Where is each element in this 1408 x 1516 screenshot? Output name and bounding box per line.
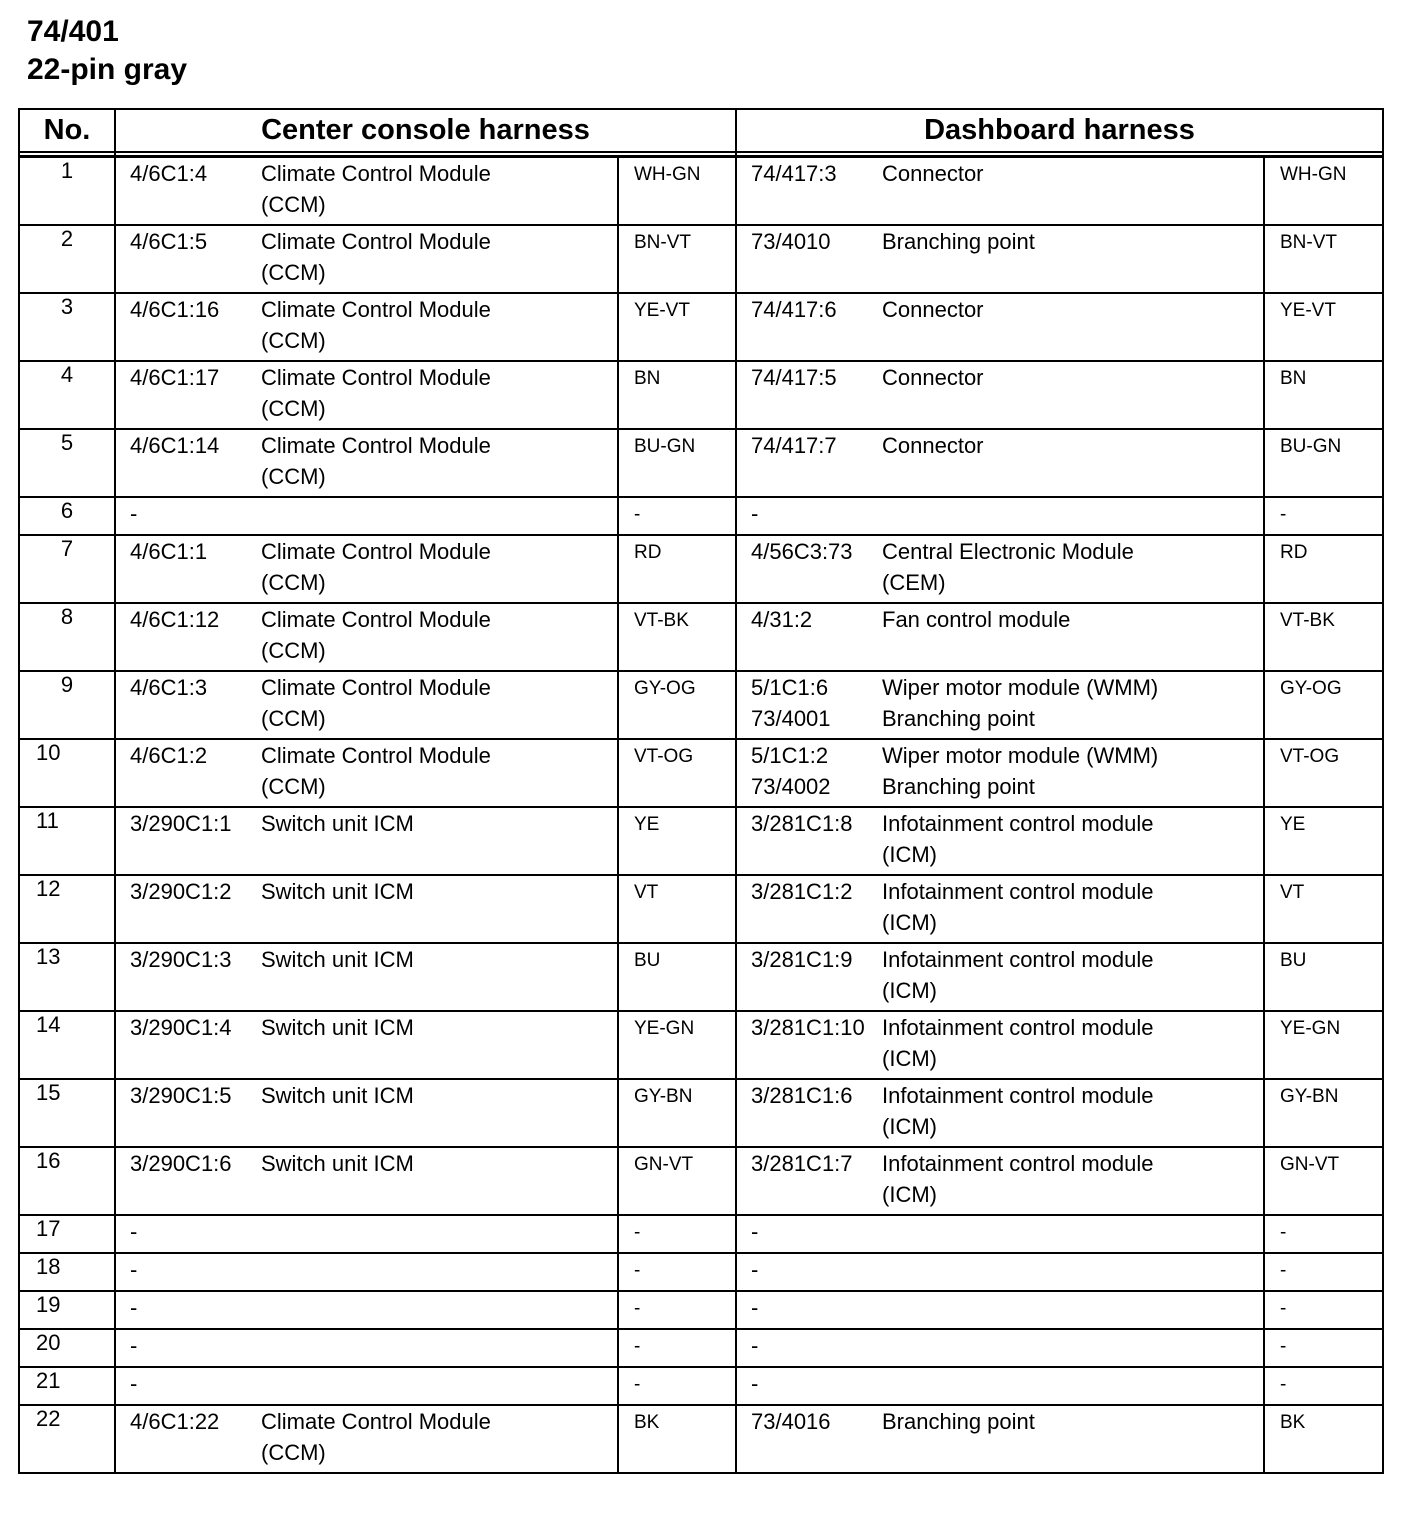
dashboard-pin-code (736, 1079, 878, 1147)
center-console-pin-code (115, 875, 257, 943)
table-row (19, 361, 1383, 429)
table-row (19, 1367, 1383, 1405)
dashboard-component-line: Infotainment control module (882, 1151, 1154, 1176)
table-row (19, 1405, 1383, 1473)
center-console-component-line: Switch unit ICM (261, 879, 414, 904)
dashboard-pin-code (736, 361, 878, 429)
dashboard-pin-code-line: 74/417:7 (751, 433, 837, 458)
center-console-pin-code-line: - (130, 1333, 138, 1358)
dashboard-component (878, 1011, 1264, 1079)
center-console-wire-color: BU (618, 943, 736, 1011)
center-console-component (257, 535, 618, 603)
center-console-pin-code-line: 4/6C1:12 (130, 607, 220, 632)
dashboard-component-line: Branching point (882, 229, 1035, 254)
center-console-component (257, 671, 618, 739)
center-console-pin-code-line: 4/6C1:5 (130, 229, 208, 254)
dashboard-pin-code-line: 5/1C1:6 (751, 675, 829, 700)
dashboard-component (878, 497, 1264, 535)
dashboard-wire-color: VT (1264, 875, 1383, 943)
center-console-component-line: Switch unit ICM (261, 1151, 414, 1176)
dashboard-pin-code-line: - (751, 1219, 759, 1244)
center-console-pin-code-line: 4/6C1:2 (130, 743, 208, 768)
center-console-component-line: Climate Control Module (261, 297, 491, 322)
pin-number: 1 (19, 157, 115, 226)
center-console-component (257, 739, 618, 807)
center-console-wire-color: BN (618, 361, 736, 429)
dashboard-component-line: Central Electronic Module (882, 539, 1134, 564)
dashboard-pin-code (736, 1329, 878, 1367)
center-console-pin-code (115, 1215, 257, 1253)
center-console-component (257, 157, 618, 226)
dashboard-wire-color: - (1264, 1215, 1383, 1253)
pin-number: 10 (19, 739, 115, 807)
table-row (19, 293, 1383, 361)
dashboard-pin-code (736, 1405, 878, 1473)
dashboard-pin-code-line: 3/281C1:6 (751, 1083, 853, 1108)
header-dashboard-harness: Dashboard harness (736, 109, 1383, 152)
center-console-component (257, 1253, 618, 1291)
dashboard-pin-code-line: 3/281C1:10 (751, 1015, 865, 1040)
center-console-pin-code-line: - (130, 1257, 138, 1282)
center-console-component (257, 225, 618, 293)
center-console-component (257, 1329, 618, 1367)
dashboard-pin-code (736, 1011, 878, 1079)
center-console-pin-code (115, 497, 257, 535)
pin-number: 14 (19, 1011, 115, 1079)
dashboard-pin-code-line: - (751, 1371, 759, 1396)
center-console-pin-code (115, 1079, 257, 1147)
center-console-component-line: Switch unit ICM (261, 811, 414, 836)
dashboard-pin-code-line: 4/56C3:73 (751, 539, 853, 564)
pin-number: 7 (19, 535, 115, 603)
dashboard-component-line: Infotainment control module (882, 1083, 1154, 1108)
pin-number: 21 (19, 1367, 115, 1405)
dashboard-component-line: Branching point (882, 706, 1035, 731)
dashboard-component-line: Wiper motor module (WMM) (882, 675, 1159, 700)
table-row (19, 497, 1383, 535)
pin-number: 20 (19, 1329, 115, 1367)
dashboard-component (878, 739, 1264, 807)
dashboard-component (878, 875, 1264, 943)
center-console-wire-color: - (618, 1253, 736, 1291)
center-console-component-line: (CCM) (261, 192, 326, 217)
dashboard-pin-code-line: 74/417:3 (751, 161, 837, 186)
dashboard-wire-color: VT-OG (1264, 739, 1383, 807)
table-row (19, 943, 1383, 1011)
pin-number: 3 (19, 293, 115, 361)
dashboard-wire-color: BN-VT (1264, 225, 1383, 293)
dashboard-component (878, 1147, 1264, 1215)
dashboard-component-line: Infotainment control module (882, 1015, 1154, 1040)
dashboard-pin-code-line: 3/281C1:9 (751, 947, 853, 972)
center-console-wire-color: BN-VT (618, 225, 736, 293)
dashboard-pin-code-line: 73/4002 (751, 774, 831, 799)
center-console-pin-code-line: 3/290C1:2 (130, 879, 232, 904)
dashboard-wire-color: - (1264, 497, 1383, 535)
dashboard-pin-code (736, 157, 878, 226)
center-console-component-line: Climate Control Module (261, 675, 491, 700)
center-console-pin-code (115, 671, 257, 739)
center-console-wire-color: GY-OG (618, 671, 736, 739)
center-console-component (257, 1405, 618, 1473)
table-row (19, 1011, 1383, 1079)
center-console-component (257, 1367, 618, 1405)
dashboard-wire-color: VT-BK (1264, 603, 1383, 671)
dashboard-wire-color: BK (1264, 1405, 1383, 1473)
table-row (19, 225, 1383, 293)
header-no: No. (19, 109, 115, 152)
dashboard-pin-code (736, 497, 878, 535)
center-console-component-line: Climate Control Module (261, 229, 491, 254)
dashboard-component (878, 1079, 1264, 1147)
dashboard-wire-color: - (1264, 1253, 1383, 1291)
dashboard-pin-code (736, 739, 878, 807)
dashboard-component-line: Infotainment control module (882, 811, 1154, 836)
center-console-wire-color: - (618, 1367, 736, 1405)
table-row (19, 671, 1383, 739)
dashboard-component (878, 1215, 1264, 1253)
center-console-component (257, 603, 618, 671)
center-console-component-line: (CCM) (261, 1440, 326, 1465)
center-console-wire-color: RD (618, 535, 736, 603)
center-console-wire-color: YE-VT (618, 293, 736, 361)
pin-number: 22 (19, 1405, 115, 1473)
dashboard-wire-color: - (1264, 1329, 1383, 1367)
pin-number: 17 (19, 1215, 115, 1253)
center-console-pin-code-line: - (130, 1219, 138, 1244)
dashboard-pin-code (736, 293, 878, 361)
table-row (19, 1329, 1383, 1367)
dashboard-component (878, 1291, 1264, 1329)
table-row (19, 429, 1383, 497)
center-console-wire-color: GY-BN (618, 1079, 736, 1147)
table-row (19, 535, 1383, 603)
dashboard-component-line: (ICM) (882, 1046, 937, 1071)
center-console-wire-color: BK (618, 1405, 736, 1473)
pin-number: 5 (19, 429, 115, 497)
dashboard-pin-code-line: 73/4001 (751, 706, 831, 731)
center-console-pin-code-line: 4/6C1:22 (130, 1409, 220, 1434)
center-console-component (257, 293, 618, 361)
dashboard-pin-code (736, 807, 878, 875)
dashboard-pin-code-line: 3/281C1:8 (751, 811, 853, 836)
center-console-wire-color: YE-GN (618, 1011, 736, 1079)
center-console-component-line: (CCM) (261, 260, 326, 285)
table-row (19, 603, 1383, 671)
center-console-component-line: Climate Control Module (261, 539, 491, 564)
dashboard-pin-code (736, 875, 878, 943)
center-console-component-line: (CCM) (261, 328, 326, 353)
center-console-wire-color: YE (618, 807, 736, 875)
pin-number: 11 (19, 807, 115, 875)
dashboard-wire-color: BN (1264, 361, 1383, 429)
center-console-pin-code-line: 3/290C1:1 (130, 811, 232, 836)
connector-description: 22-pin gray (27, 53, 188, 86)
center-console-wire-color: VT-OG (618, 739, 736, 807)
center-console-component (257, 1079, 618, 1147)
dashboard-component-line: Fan control module (882, 607, 1071, 632)
center-console-pin-code (115, 1367, 257, 1405)
dashboard-component-line: Wiper motor module (WMM) (882, 743, 1159, 768)
center-console-pin-code-line: 4/6C1:3 (130, 675, 208, 700)
center-console-pin-code-line: 4/6C1:16 (130, 297, 220, 322)
connector-id: 74/401 (27, 15, 119, 48)
pin-number: 16 (19, 1147, 115, 1215)
center-console-pin-code (115, 603, 257, 671)
center-console-pin-code (115, 1291, 257, 1329)
dashboard-pin-code (736, 429, 878, 497)
dashboard-pin-code-line: 74/417:5 (751, 365, 837, 390)
dashboard-pin-code (736, 225, 878, 293)
pin-number: 4 (19, 361, 115, 429)
center-console-pin-code (115, 1329, 257, 1367)
dashboard-component-line: (CEM) (882, 570, 946, 595)
dashboard-pin-code-line: 5/1C1:2 (751, 743, 829, 768)
dashboard-component (878, 225, 1264, 293)
center-console-component-line: Climate Control Module (261, 607, 491, 632)
center-console-component-line: Climate Control Module (261, 161, 491, 186)
table-row (19, 1291, 1383, 1329)
center-console-pin-code-line: - (130, 501, 138, 526)
dashboard-component (878, 1329, 1264, 1367)
pin-number: 9 (19, 671, 115, 739)
center-console-component-line: (CCM) (261, 774, 326, 799)
dashboard-wire-color: YE-VT (1264, 293, 1383, 361)
center-console-pin-code-line: 4/6C1:1 (130, 539, 208, 564)
dashboard-wire-color: WH-GN (1264, 157, 1383, 226)
dashboard-pin-code-line: 74/417:6 (751, 297, 837, 322)
center-console-wire-color: - (618, 1215, 736, 1253)
dashboard-pin-code-line: - (751, 1295, 759, 1320)
dashboard-pin-code-line: 3/281C1:2 (751, 879, 853, 904)
dashboard-component (878, 1253, 1264, 1291)
center-console-pin-code (115, 225, 257, 293)
dashboard-pin-code (736, 1291, 878, 1329)
table-row (19, 875, 1383, 943)
pinout-table (18, 108, 1384, 1474)
dashboard-pin-code-line: - (751, 1257, 759, 1282)
center-console-pin-code (115, 1405, 257, 1473)
dashboard-component-line: Branching point (882, 774, 1035, 799)
pin-number: 13 (19, 943, 115, 1011)
table-row (19, 807, 1383, 875)
pin-number: 15 (19, 1079, 115, 1147)
table-header-row (19, 109, 1383, 152)
dashboard-component (878, 1367, 1264, 1405)
dashboard-wire-color: GY-OG (1264, 671, 1383, 739)
center-console-component-line: Switch unit ICM (261, 1083, 414, 1108)
center-console-pin-code (115, 1011, 257, 1079)
dashboard-pin-code (736, 535, 878, 603)
center-console-pin-code-line: 3/290C1:4 (130, 1015, 232, 1040)
center-console-component (257, 807, 618, 875)
dashboard-component-line: (ICM) (882, 1114, 937, 1139)
dashboard-pin-code-line: - (751, 501, 759, 526)
center-console-wire-color: VT (618, 875, 736, 943)
center-console-pin-code (115, 807, 257, 875)
table-row (19, 1079, 1383, 1147)
center-console-component (257, 1147, 618, 1215)
dashboard-wire-color: BU-GN (1264, 429, 1383, 497)
dashboard-component (878, 429, 1264, 497)
dashboard-pin-code (736, 1253, 878, 1291)
center-console-pin-code-line: 4/6C1:14 (130, 433, 220, 458)
dashboard-wire-color: RD (1264, 535, 1383, 603)
center-console-component (257, 1291, 618, 1329)
table-row (19, 1147, 1383, 1215)
dashboard-wire-color: YE-GN (1264, 1011, 1383, 1079)
dashboard-pin-code-line: 73/4016 (751, 1409, 831, 1434)
center-console-pin-code (115, 361, 257, 429)
dashboard-component (878, 671, 1264, 739)
center-console-pin-code-line: 3/290C1:6 (130, 1151, 232, 1176)
center-console-pin-code (115, 739, 257, 807)
dashboard-component (878, 603, 1264, 671)
center-console-wire-color: - (618, 497, 736, 535)
dashboard-pin-code (736, 1367, 878, 1405)
dashboard-wire-color: - (1264, 1367, 1383, 1405)
center-console-pin-code-line: - (130, 1371, 138, 1396)
center-console-component (257, 943, 618, 1011)
center-console-component-line: (CCM) (261, 706, 326, 731)
center-console-wire-color: - (618, 1329, 736, 1367)
dashboard-component-line: (ICM) (882, 910, 937, 935)
center-console-pin-code-line: - (130, 1295, 138, 1320)
center-console-component-line: (CCM) (261, 570, 326, 595)
dashboard-component (878, 361, 1264, 429)
header-center-console-harness: Center console harness (115, 109, 736, 152)
center-console-pin-code (115, 293, 257, 361)
dashboard-wire-color: GY-BN (1264, 1079, 1383, 1147)
pin-number: 18 (19, 1253, 115, 1291)
dashboard-component-line: Branching point (882, 1409, 1035, 1434)
center-console-component (257, 1011, 618, 1079)
dashboard-component-line: (ICM) (882, 842, 937, 867)
dashboard-component-line: (ICM) (882, 978, 937, 1003)
center-console-pin-code (115, 157, 257, 226)
dashboard-component (878, 535, 1264, 603)
center-console-pin-code (115, 1147, 257, 1215)
table-body (19, 152, 1383, 1473)
center-console-component (257, 361, 618, 429)
center-console-pin-code (115, 943, 257, 1011)
center-console-pin-code-line: 4/6C1:4 (130, 161, 208, 186)
center-console-component-line: Climate Control Module (261, 365, 491, 390)
table-row (19, 739, 1383, 807)
center-console-component (257, 429, 618, 497)
pin-number: 2 (19, 225, 115, 293)
dashboard-component-line: Connector (882, 365, 984, 390)
dashboard-pin-code (736, 1215, 878, 1253)
center-console-wire-color: GN-VT (618, 1147, 736, 1215)
center-console-wire-color: BU-GN (618, 429, 736, 497)
dashboard-wire-color: - (1264, 1291, 1383, 1329)
center-console-component-line: Climate Control Module (261, 1409, 491, 1434)
center-console-component-line: Climate Control Module (261, 433, 491, 458)
dashboard-pin-code (736, 943, 878, 1011)
center-console-wire-color: VT-BK (618, 603, 736, 671)
center-console-pin-code-line: 3/290C1:5 (130, 1083, 232, 1108)
dashboard-pin-code (736, 603, 878, 671)
center-console-wire-color: - (618, 1291, 736, 1329)
table-row (19, 1253, 1383, 1291)
dashboard-component (878, 1405, 1264, 1473)
dashboard-component-line: Connector (882, 433, 984, 458)
pin-number: 6 (19, 497, 115, 535)
dashboard-wire-color: GN-VT (1264, 1147, 1383, 1215)
center-console-pin-code (115, 429, 257, 497)
dashboard-pin-code (736, 671, 878, 739)
center-console-pin-code-line: 3/290C1:3 (130, 947, 232, 972)
dashboard-component-line: Connector (882, 297, 984, 322)
dashboard-component (878, 157, 1264, 226)
center-console-component-line: Switch unit ICM (261, 1015, 414, 1040)
center-console-component-line: (CCM) (261, 464, 326, 489)
dashboard-pin-code (736, 1147, 878, 1215)
table-row (19, 1215, 1383, 1253)
dashboard-wire-color: YE (1264, 807, 1383, 875)
center-console-pin-code (115, 535, 257, 603)
pin-number: 12 (19, 875, 115, 943)
center-console-wire-color: WH-GN (618, 157, 736, 226)
dashboard-pin-code-line: 73/4010 (751, 229, 831, 254)
center-console-component (257, 497, 618, 535)
dashboard-component-line: Infotainment control module (882, 947, 1154, 972)
dashboard-component (878, 943, 1264, 1011)
dashboard-pin-code-line: 4/31:2 (751, 607, 813, 632)
dashboard-pin-code-line: 3/281C1:7 (751, 1151, 853, 1176)
center-console-component-line: (CCM) (261, 396, 326, 421)
dashboard-component-line: Connector (882, 161, 984, 186)
dashboard-component-line: (ICM) (882, 1182, 937, 1207)
table-row (19, 157, 1383, 226)
center-console-pin-code-line: 4/6C1:17 (130, 365, 220, 390)
pin-number: 19 (19, 1291, 115, 1329)
center-console-component (257, 1215, 618, 1253)
dashboard-pin-code-line: - (751, 1333, 759, 1358)
center-console-pin-code (115, 1253, 257, 1291)
dashboard-component (878, 807, 1264, 875)
pin-number: 8 (19, 603, 115, 671)
center-console-component-line: (CCM) (261, 638, 326, 663)
center-console-component (257, 875, 618, 943)
center-console-component-line: Climate Control Module (261, 743, 491, 768)
center-console-component-line: Switch unit ICM (261, 947, 414, 972)
dashboard-wire-color: BU (1264, 943, 1383, 1011)
dashboard-component (878, 293, 1264, 361)
dashboard-component-line: Infotainment control module (882, 879, 1154, 904)
